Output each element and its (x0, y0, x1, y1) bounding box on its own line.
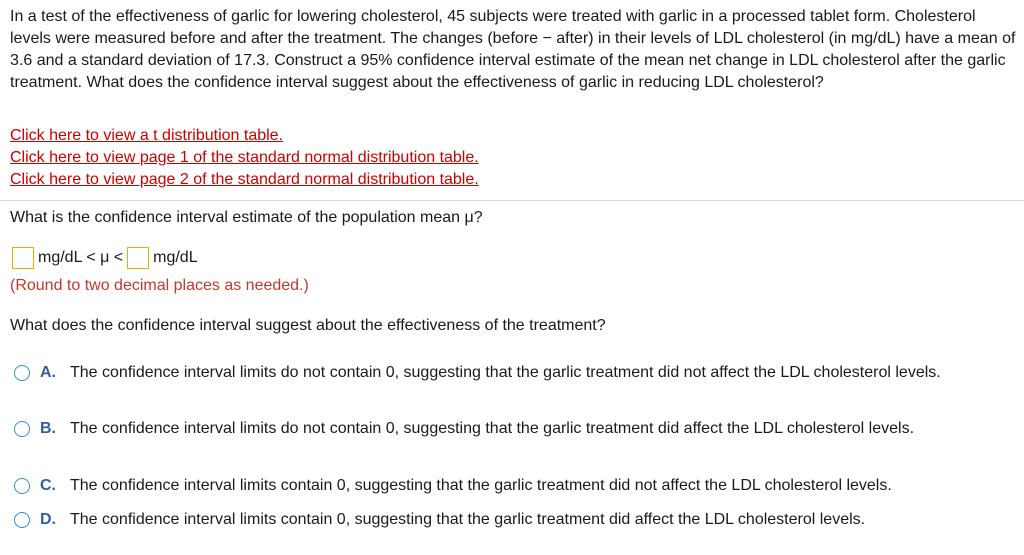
ci-unit-label: mg/dL (153, 249, 198, 266)
ci-answer-row (12, 247, 202, 269)
option-c-letter: C. (40, 477, 56, 494)
option-d-text: The confidence interval limits contain 0, suggesting that the garlic treatment did affect the LDL cholesterol levels. (70, 511, 866, 528)
option-a-letter: A. (40, 364, 56, 381)
option-c[interactable] (14, 475, 1000, 497)
divider (0, 200, 1024, 201)
option-c-text: The confidence interval limits contain 0, suggesting that the garlic treatment did not affect the LDL cholesterol levels. (70, 477, 892, 494)
lower-bound-input[interactable] (12, 247, 34, 269)
upper-bound-input[interactable] (127, 247, 149, 269)
option-b[interactable] (14, 418, 1000, 440)
reference-links (10, 125, 479, 191)
radio-c-icon[interactable] (14, 478, 30, 494)
t-table-link[interactable]: Click here to view a t distribution table. (10, 127, 284, 144)
radio-b-icon[interactable] (14, 421, 30, 437)
effectiveness-question-prompt: What does the confidence interval suggest about the effectiveness of the treatment? (10, 317, 606, 334)
rounding-note: (Round to two decimal places as needed.) (10, 277, 309, 294)
option-a[interactable] (14, 362, 1000, 384)
option-a-text: The confidence interval limits do not contain 0, suggesting that the garlic treatment did not affect the LDL cholesterol levels. (70, 364, 941, 381)
option-b-letter: B. (40, 420, 56, 437)
normal-table-page2-link[interactable]: Click here to view page 2 of the standard normal distribution table. (10, 171, 479, 188)
radio-d-icon[interactable] (14, 512, 30, 528)
option-b-text: The confidence interval limits do not contain 0, suggesting that the garlic treatment did affect the LDL cholesterol levels. (70, 420, 915, 437)
ci-middle-text: mg/dL < μ < (38, 249, 124, 266)
question-text: In a test of the effectiveness of garlic for lowering cholesterol, 45 subjects were treated with garlic in a processed tablet form. Cholesterol levels were measured before and after the treatment. The changes (before − after) in their levels of LDL cholesterol (in mg/dL) have a mean of 3.6 and a standard deviation of 17.3. Construct a 95% confidence interval estimate of the mean net change in LDL cholesterol after the garlic treatment. What does the confidence interval suggest about the effectiveness of garlic in reducing LDL cholesterol? (10, 8, 1016, 91)
ci-question-prompt: What is the confidence interval estimate of the population mean μ? (10, 209, 483, 226)
option-d-letter: D. (40, 511, 56, 528)
normal-table-page1-link[interactable]: Click here to view page 1 of the standard normal distribution table. (10, 149, 479, 166)
radio-a-icon[interactable] (14, 365, 30, 381)
option-d[interactable] (14, 509, 1000, 531)
